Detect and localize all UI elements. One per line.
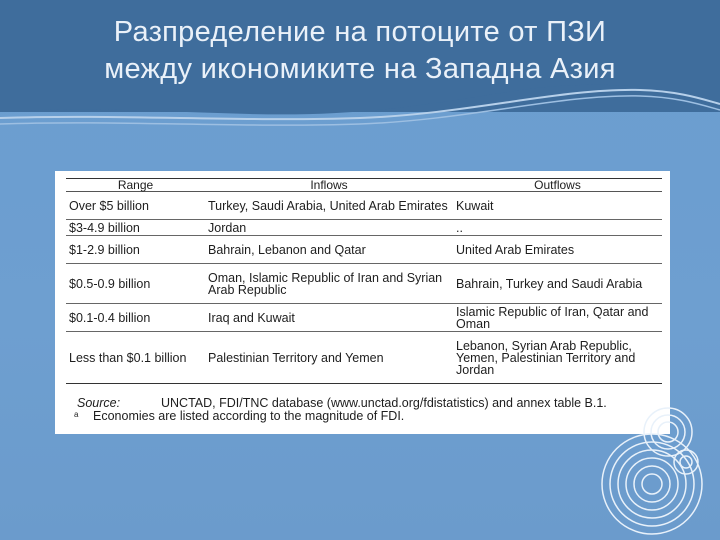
fdi-flows-table xyxy=(66,178,662,384)
source-label: Source: xyxy=(77,396,121,410)
inflows-cell: Oman, Islamic Republic of Iran and Syrian Arab Republic xyxy=(205,264,453,304)
table-row xyxy=(66,220,662,236)
header-wave-decoration xyxy=(0,80,720,140)
table-row xyxy=(66,192,662,220)
table-notes xyxy=(69,397,665,422)
range-cell: $0.1-0.4 billion xyxy=(66,304,205,332)
range-cell: Less than $0.1 billion xyxy=(66,332,205,384)
title-line-2: между икономиките на Западна Азия xyxy=(104,53,616,85)
outflows-cell: .. xyxy=(453,220,662,236)
outflows-cell: Islamic Republic of Iran, Qatar and Oman xyxy=(453,304,662,332)
range-cell: Over $5 billion xyxy=(66,192,205,220)
inflows-cell: Turkey, Saudi Arabia, United Arab Emirates xyxy=(205,192,453,220)
footnote xyxy=(69,410,665,422)
header-inflows: Inflows xyxy=(205,179,453,192)
concentric-circles-decoration xyxy=(590,392,720,540)
outflows-cell: United Arab Emirates xyxy=(453,236,662,264)
table-row xyxy=(66,304,662,332)
range-cell: $1-2.9 billion xyxy=(66,236,205,264)
header-range: Range xyxy=(66,179,205,192)
footnote-text: Economies are listed according to the magnitude of FDI. xyxy=(93,409,405,423)
header-outflows: Outflows xyxy=(453,179,662,192)
inflows-cell: Palestinian Territory and Yemen xyxy=(205,332,453,384)
footnote-mark: a xyxy=(74,410,79,419)
inflows-cell: Iraq and Kuwait xyxy=(205,304,453,332)
fdi-table-image xyxy=(55,171,670,434)
title-line-1: Разпределение на потоците от ПЗИ xyxy=(113,16,607,48)
table-row xyxy=(66,332,662,384)
outflows-cell: Kuwait xyxy=(453,192,662,220)
inflows-cell: Jordan xyxy=(205,220,453,236)
table-header-row xyxy=(66,179,662,192)
table-row xyxy=(66,236,662,264)
source-note xyxy=(69,397,665,409)
range-cell: $3-4.9 billion xyxy=(66,220,205,236)
range-cell: $0.5-0.9 billion xyxy=(66,264,205,304)
table-row xyxy=(66,264,662,304)
outflows-cell: Bahrain, Turkey and Saudi Arabia xyxy=(453,264,662,304)
slide-title xyxy=(0,14,720,88)
outflows-cell: Lebanon, Syrian Arab Republic, Yemen, Palestinian Territory and Jordan xyxy=(453,332,662,384)
source-text: UNCTAD, FDI/TNC database (www.unctad.org/fdistatistics) and annex table B.1. xyxy=(161,396,607,410)
inflows-cell: Bahrain, Lebanon and Qatar xyxy=(205,236,453,264)
